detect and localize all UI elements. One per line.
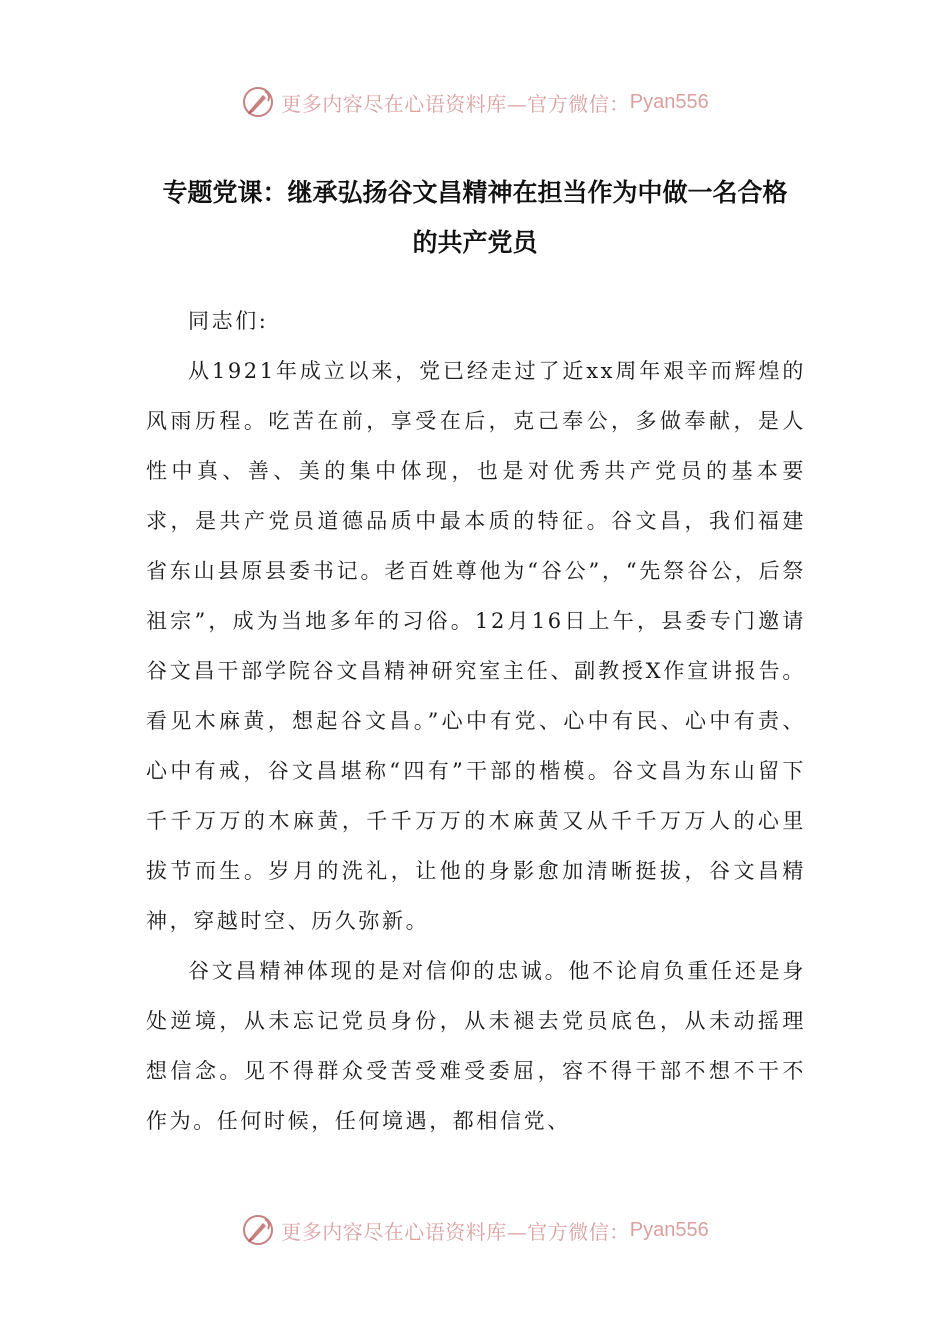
- watermark-text: 更多内容尽在心语资料库—官方微信：: [281, 1219, 630, 1244]
- title-line-2: 的共产党员: [412, 228, 538, 257]
- watermark-text: 更多内容尽在心语资料库—官方微信：: [281, 91, 630, 116]
- pen-logo-icon: [241, 85, 275, 119]
- watermark-handle: Pyan556: [629, 1218, 709, 1241]
- title-line-1: 专题党课：继承弘扬谷文昌精神在担当作为中做一名合格: [162, 178, 788, 207]
- watermark-handle: Pyan556: [629, 90, 709, 113]
- paragraph-1: 从1921年成立以来，党已经走过了近xx周年艰辛而辉煌的风雨历程。吃苦在前，享受在后，克己奉公，多做奉献，是人性中真、善、美的集中体现，也是对优秀共产党员的基本要求，是共产党员道德品质中最本质的特征。谷文昌，我们福建省东山县原县委书记。老百姓尊他为“谷公”，“先祭谷公，后祭祖宗”，成为当地多年的习俗。12月16日上午，县委专门邀请谷文昌干部学院谷文昌精神研究室主任、副教授X作宣讲报告。看见木麻黄，想起谷文昌。”心中有党、心中有民、心中有责、心中有戒，谷文昌堪称“四有”干部的楷模。谷文昌为东山留下千千万万的木麻黄，千千万万的木麻黄又从千千万万人的心里拔节而生。岁月的洗礼，让他的身影愈加清晰挺拔，谷文昌精神，穿越时空、历久弥新。: [146, 359, 806, 933]
- footer-watermark-banner: [0, 1210, 950, 1250]
- pen-logo-icon: [241, 1213, 275, 1247]
- document-body: [146, 296, 806, 1146]
- paragraph-2: 谷文昌精神体现的是对信仰的忠诚。他不论肩负重任还是身处逆境，从未忘记党员身份，从未褪去党员底色，从未动摇理想信念。见不得群众受苦受难受委屈，容不得干部不想不干不作为。任何时候，任何境遇，都相信党、: [146, 959, 806, 1133]
- salutation: 同志们:: [188, 309, 269, 333]
- document-title: [140, 168, 810, 268]
- header-watermark-banner: [0, 82, 950, 122]
